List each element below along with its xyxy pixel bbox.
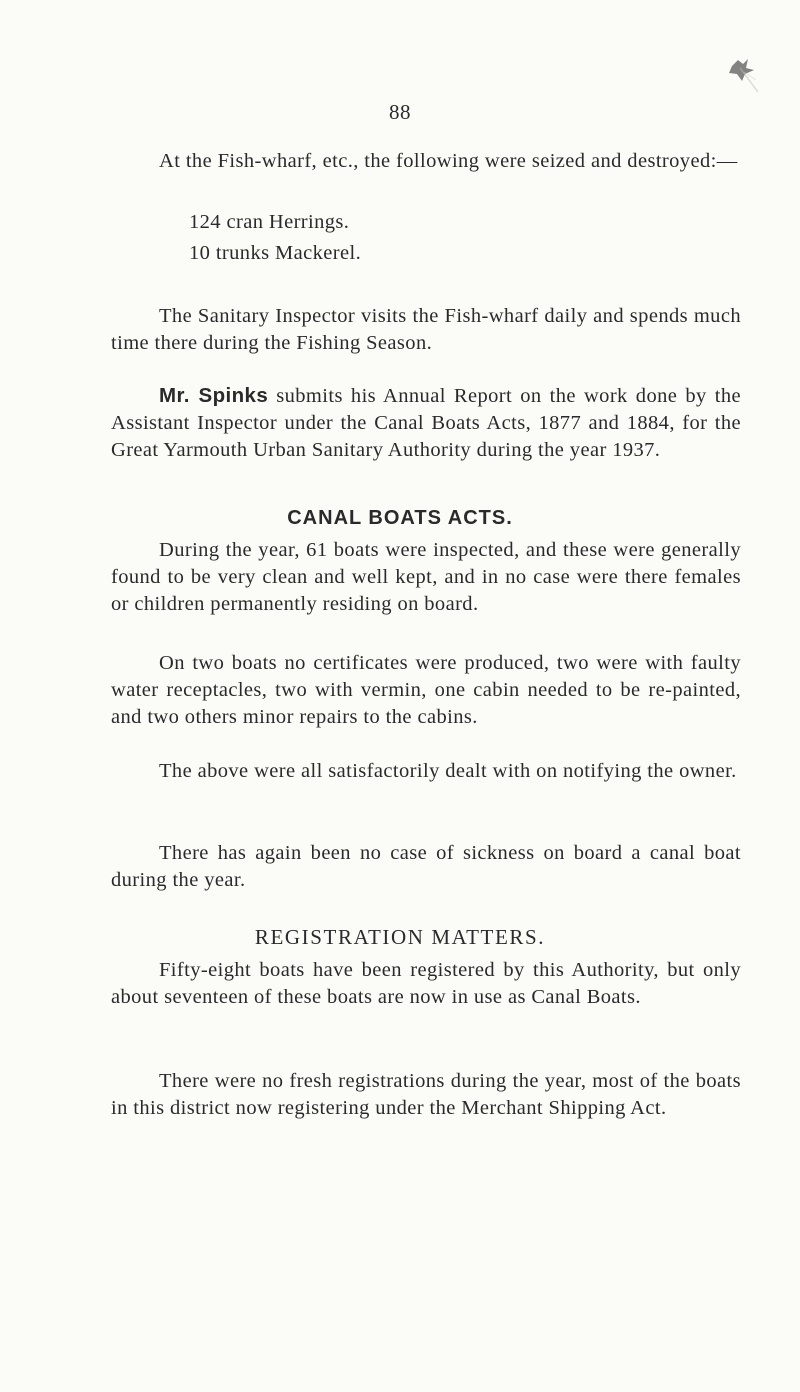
annual-report-text: submits his Annual Report on the work done by the Assistant Inspector under the Canal Boats Acts, 1877 and 1884, for the Great Yarmouth Urban Sanitary Authority during the year 1937.	[111, 385, 742, 461]
registration-paragraph-no-fresh: There were no fresh registrations during the year, most of the boats in this district now registering under the Merchant Shipping Act.	[111, 1070, 741, 1119]
seized-item-mackerel: 10 trunks Mackerel.	[189, 242, 362, 264]
canal-boats-paragraph-dealt-with: The above were all satisfactorily dealt with on notifying the owner.	[159, 760, 737, 782]
page-number: 88	[389, 100, 411, 124]
ink-blot-icon	[718, 50, 762, 94]
registration-paragraph-registered: Fifty-eight boats have been registered by this Authority, but only about seventeen of these boats are now in use as Canal Boats.	[111, 959, 741, 1008]
registration-heading: REGISTRATION MATTERS.	[254, 925, 546, 949]
canal-boats-paragraph-inspected: During the year, 61 boats were inspected, and these were generally found to be very clean and well kept, and in no case were there females or children permanently residing on board.	[111, 539, 741, 615]
inspector-visits-paragraph: The Sanitary Inspector visits the Fish-wharf daily and spends much time there during the Fishing Season.	[111, 305, 741, 354]
canal-boats-paragraph-defects: On two boats no certificates were produced, two were with faulty water receptacles, two with vermin, one cabin needed to be re-painted, and two others minor repairs to the cabins.	[111, 652, 741, 728]
canal-boats-paragraph-sickness: There has again been no case of sickness on board a canal boat during the year.	[111, 842, 741, 891]
canal-boats-heading: CANAL BOATS ACTS.	[287, 507, 513, 529]
fish-wharf-intro: At the Fish-wharf, etc., the following were seized and destroyed:—	[159, 150, 738, 172]
annual-report-paragraph	[111, 382, 741, 464]
inspector-name: Mr. Spinks	[159, 384, 269, 407]
seized-item-herrings: 124 cran Herrings.	[189, 211, 350, 233]
